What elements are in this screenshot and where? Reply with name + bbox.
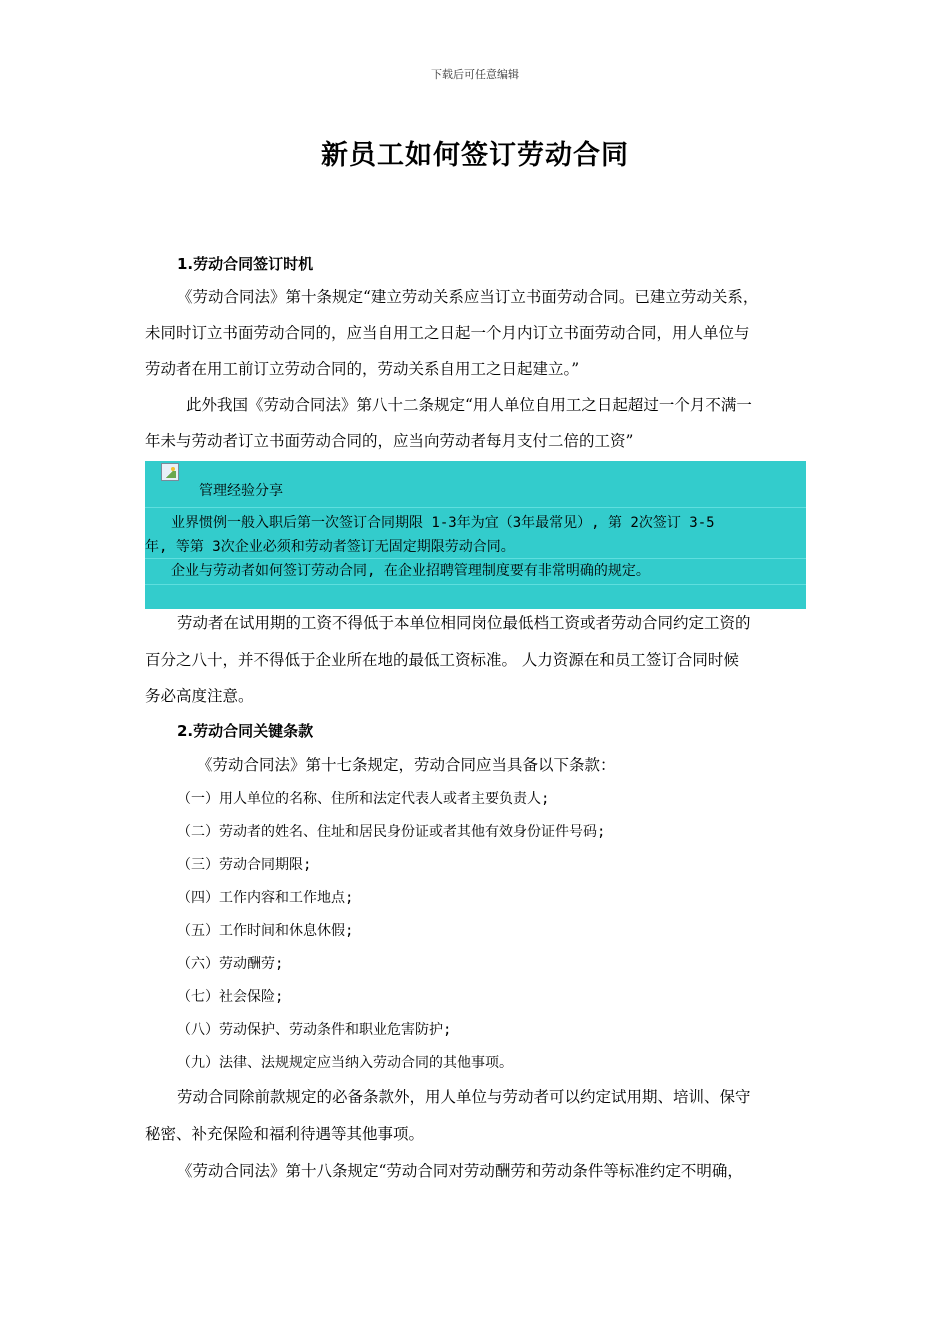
list-item: （九）法律、法规规定应当纳入劳动合同的其他事项。: [177, 1055, 513, 1071]
paragraph-line: 《劳动合同法》第十条规定“建立劳动关系应当订立书面劳动合同。已建立劳动关系，: [177, 288, 759, 306]
list-item: （七）社会保险;: [177, 989, 284, 1005]
paragraph-line: 劳动合同除前款规定的必备条款外，用人单位与劳动者可以约定试用期、培训、保守: [177, 1088, 751, 1106]
callout-line: 年, 等第 3次企业必须和劳动者签订无固定期限劳动合同。: [145, 539, 515, 555]
callout-divider: [145, 584, 806, 585]
section2-heading: 2.劳动合同关键条款: [177, 722, 314, 740]
paragraph-line: 《劳动合同法》第十七条规定，劳动合同应当具备以下条款：: [197, 756, 616, 774]
paragraph-line: 未同时订立书面劳动合同的，应当自用工之日起一个月内订立书面劳动合同，用人单位与: [145, 324, 750, 342]
paragraph-line: 百分之八十，并不得低于企业所在地的最低工资标准。 人力资源在和员工签订合同时候: [145, 651, 739, 669]
callout-line: 业界惯例一般入职后第一次签订合同期限 1-3年为宜（3年最常见）, 第 2次签订 3-5: [171, 515, 715, 531]
callout-divider: [145, 507, 806, 508]
list-item: （三）劳动合同期限;: [177, 857, 312, 873]
list-item: （六）劳动酬劳;: [177, 956, 284, 972]
image-placeholder-icon: [161, 463, 179, 481]
paragraph-line: 劳动者在用工前订立劳动合同的，劳动关系自用工之日起建立。”: [145, 360, 580, 378]
paragraph-line: 此外我国《劳动合同法》第八十二条规定“用人单位自用工之日起超过一个月不满一: [186, 396, 752, 414]
paragraph-line: 秘密、补充保险和福利待遇等其他事项。: [145, 1125, 425, 1143]
callout-title: 管理经验分享: [199, 483, 283, 499]
callout-line: 企业与劳动者如何签订劳动合同, 在企业招聘管理制度要有非常明确的规定。: [171, 563, 650, 579]
list-item: （五）工作时间和休息休假;: [177, 923, 354, 939]
paragraph-line: 务必高度注意。: [145, 687, 254, 705]
paragraph-line: 劳动者在试用期的工资不得低于本单位相同岗位最低档工资或者劳动合同约定工资的: [177, 614, 751, 632]
list-item: （四）工作内容和工作地点;: [177, 890, 354, 906]
section1-heading: 1.劳动合同签订时机: [177, 255, 314, 273]
paragraph-line: 年未与劳动者订立书面劳动合同的，应当向劳动者每月支付二倍的工资”: [145, 432, 634, 450]
document-title: 新员工如何签订劳动合同: [321, 140, 629, 171]
header-note: 下载后可任意编辑: [431, 68, 519, 81]
management-tip-box: [145, 461, 806, 609]
list-item: （一）用人单位的名称、住所和法定代表人或者主要负责人;: [177, 791, 550, 807]
callout-divider: [145, 558, 806, 559]
list-item: （二）劳动者的姓名、住址和居民身份证或者其他有效身份证件号码;: [177, 824, 606, 840]
paragraph-line: 《劳动合同法》第十八条规定“劳动合同对劳动酬劳和劳动条件等标准约定不明确，: [177, 1162, 743, 1180]
list-item: （八）劳动保护、劳动条件和职业危害防护;: [177, 1022, 452, 1038]
